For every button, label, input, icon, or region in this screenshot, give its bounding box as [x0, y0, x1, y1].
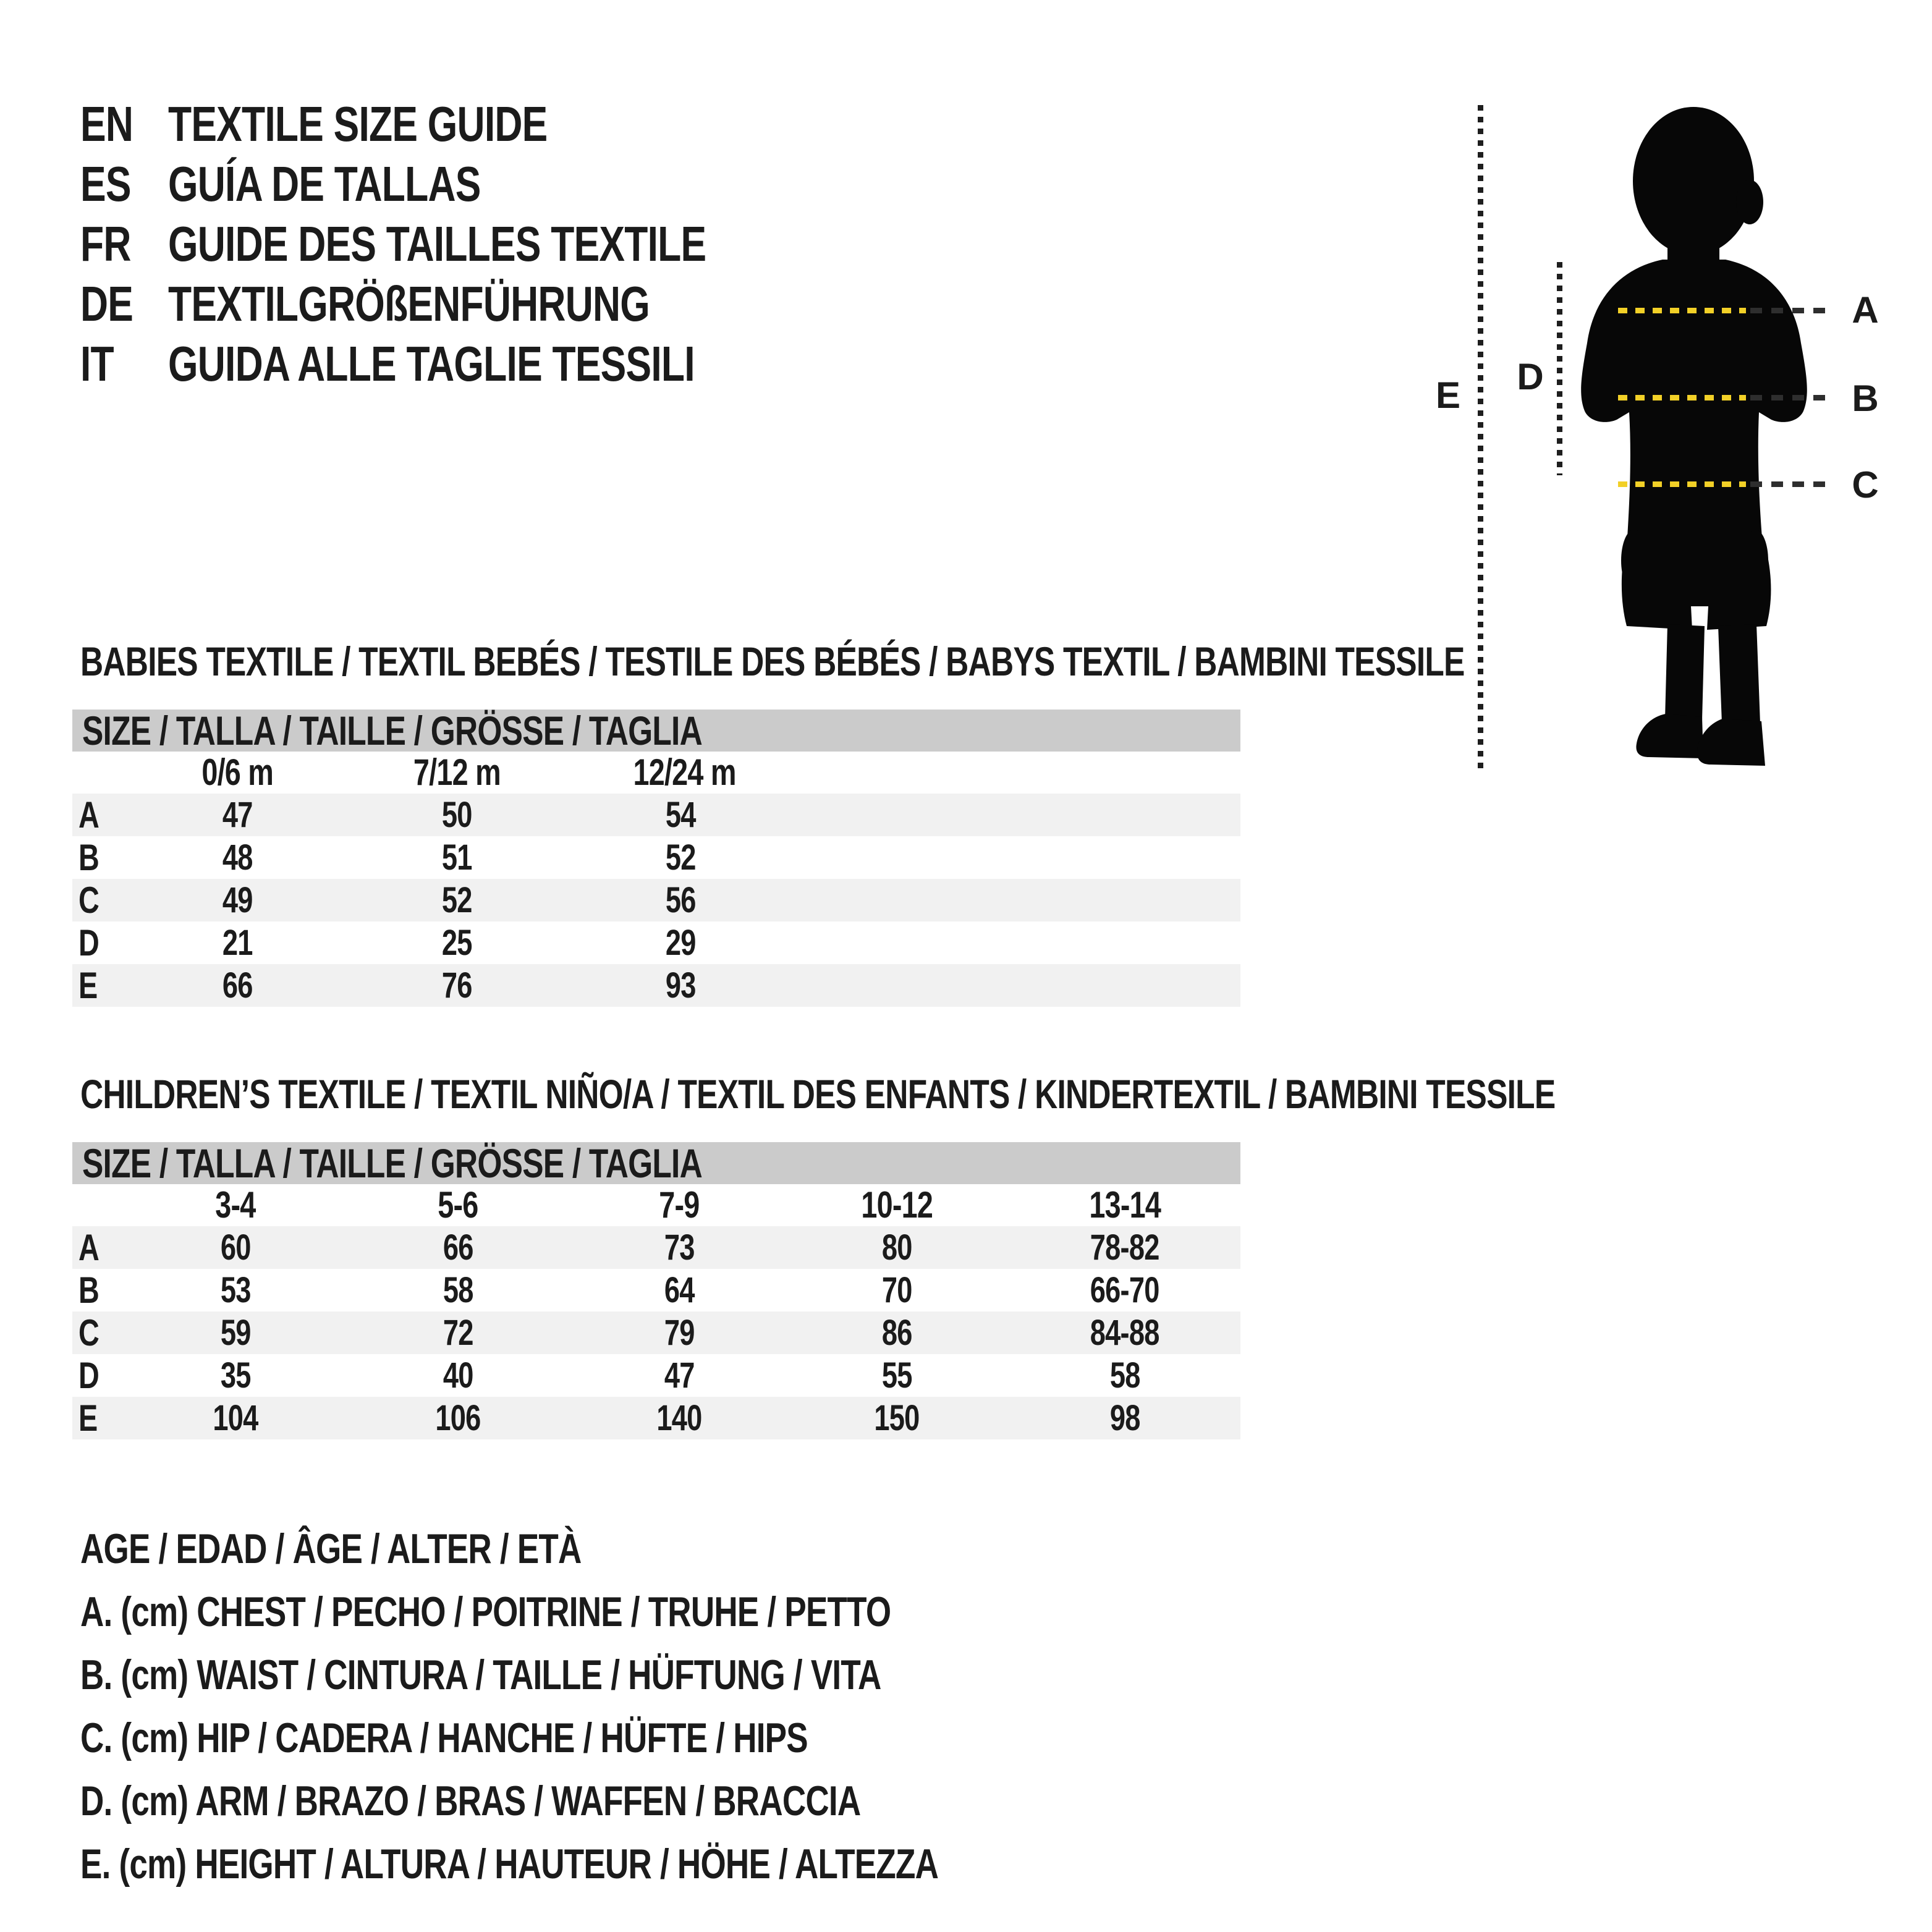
language-row-it: [80, 334, 858, 394]
table-cell: 50: [441, 795, 472, 835]
table-cell: 55: [881, 1355, 912, 1396]
table-cell: 80: [881, 1227, 912, 1268]
legend-text: A. (cm) CHEST / PECHO / POITRINE / TRUHE / PETTO: [80, 1588, 891, 1635]
babies-size-header-bar: [72, 710, 1240, 752]
column-header: 5-6: [438, 1184, 478, 1226]
hip-dash-connector: [1750, 481, 1829, 487]
children-table-row-D: [72, 1354, 1240, 1397]
language-row-en: [80, 94, 858, 154]
table-cell: 76: [441, 965, 472, 1006]
table-cell: 73: [664, 1227, 695, 1268]
column-header: 7-9: [659, 1184, 700, 1226]
table-cell: 58: [1109, 1355, 1140, 1396]
babies-column-header-row: [72, 752, 1240, 794]
arm-measure-line-D: [1557, 262, 1562, 475]
table-cell: 150: [874, 1398, 920, 1438]
row-label: E: [78, 965, 98, 1006]
language-code: ES: [80, 156, 131, 211]
table-cell: 47: [222, 795, 253, 835]
table-cell: 140: [656, 1398, 702, 1438]
row-label: D: [78, 922, 100, 964]
chest-dash-line-yellow: [1618, 308, 1746, 313]
table-cell: 78-82: [1090, 1227, 1159, 1268]
children-table-row-E: [72, 1397, 1240, 1439]
table-cell: 98: [1109, 1398, 1140, 1438]
table-cell: 72: [443, 1313, 473, 1353]
table-cell: 49: [222, 880, 253, 920]
table-cell: 52: [665, 837, 696, 878]
children-table-row-C: [72, 1311, 1240, 1354]
column-header: 3-4: [215, 1184, 256, 1226]
table-cell: 47: [664, 1355, 695, 1396]
waist-dash-connector: [1750, 395, 1829, 400]
table-cell: 21: [222, 923, 253, 963]
guide-title-de: TEXTILGRÖßENFÜHRUNG: [168, 276, 650, 331]
language-row-fr: [80, 214, 858, 274]
measure-label-C: C: [1852, 464, 1879, 506]
table-cell: 84-88: [1090, 1313, 1159, 1353]
guide-title-fr: GUIDE DES TAILLES TEXTILE: [168, 216, 706, 271]
legend-line-height: [80, 1832, 1180, 1896]
column-header: 10-12: [861, 1184, 933, 1226]
children-section-title-text: CHILDREN’S TEXTILE / TEXTIL NIÑO/A / TEXTIL DES ENFANTS / KINDERTEXTIL / BAMBINI TESSILE: [80, 1071, 1556, 1117]
row-label: A: [78, 1227, 100, 1268]
table-cell: 48: [222, 837, 253, 878]
row-label: B: [78, 1269, 100, 1311]
measure-label-E: E: [1435, 375, 1461, 416]
column-header: 13-14: [1089, 1184, 1161, 1226]
table-cell: 54: [665, 795, 696, 835]
table-cell: 66: [222, 965, 253, 1006]
table-cell: 35: [220, 1355, 251, 1396]
table-cell: 59: [220, 1313, 251, 1353]
table-cell: 52: [441, 880, 472, 920]
language-row-es: [80, 154, 858, 214]
babies-table-row-C: [72, 879, 1240, 922]
legend-line-waist: [80, 1643, 1180, 1706]
measure-label-A: A: [1852, 289, 1879, 331]
guide-title-it: GUIDA ALLE TAGLIE TESSILI: [168, 336, 695, 391]
measure-label-B: B: [1852, 378, 1879, 419]
column-header: 0/6 m: [201, 752, 273, 793]
legend-text: C. (cm) HIP / CADERA / HANCHE / HÜFTE / HIPS: [80, 1714, 808, 1761]
table-cell: 106: [435, 1398, 481, 1438]
babies-table-row-D: [72, 922, 1240, 964]
table-cell: 66-70: [1090, 1270, 1159, 1310]
babies-section-title-text: BABIES TEXTILE / TEXTIL BEBÉS / TESTILE DES BÉBÉS / BABYS TEXTIL / BAMBINI TESSILE: [80, 638, 1465, 684]
children-table-row-B: [72, 1269, 1240, 1311]
row-label: C: [78, 879, 100, 921]
table-cell: 25: [441, 923, 472, 963]
table-cell: 51: [441, 837, 472, 878]
legend-line-arm: [80, 1769, 1180, 1832]
legend-text: E. (cm) HEIGHT / ALTURA / HAUTEUR / HÖHE / ALTEZZA: [80, 1841, 939, 1888]
table-cell: 93: [665, 965, 696, 1006]
guide-title-en: TEXTILE SIZE GUIDE: [168, 96, 548, 151]
legend-text: D. (cm) ARM / BRAZO / BRAS / WAFFEN / BRACCIA: [80, 1777, 861, 1824]
table-cell: 60: [220, 1227, 251, 1268]
hip-dash-line-yellow: [1618, 481, 1746, 487]
table-cell: 29: [665, 923, 696, 963]
row-label: B: [78, 837, 100, 878]
table-cell: 58: [443, 1270, 473, 1310]
babies-table-row-A: [72, 794, 1240, 836]
column-header: 7/12 m: [413, 752, 501, 793]
row-label: A: [78, 794, 100, 836]
legend-line-chest: [80, 1580, 1180, 1643]
language-code: DE: [80, 276, 133, 331]
table-cell: 66: [443, 1227, 473, 1268]
table-cell: 70: [881, 1270, 912, 1310]
row-label: D: [78, 1355, 100, 1396]
children-size-header-bar: [72, 1142, 1240, 1184]
table-cell: 56: [665, 880, 696, 920]
language-code: IT: [80, 336, 114, 391]
table-cell: 64: [664, 1270, 695, 1310]
measure-label-D: D: [1517, 356, 1544, 397]
table-cell: 79: [664, 1313, 695, 1353]
language-code: FR: [80, 216, 131, 271]
babies-section-title: [80, 639, 1855, 684]
children-column-header-row: [72, 1184, 1240, 1226]
children-table-row-A: [72, 1226, 1240, 1269]
row-label: C: [78, 1312, 100, 1354]
babies-table-row-B: [72, 836, 1240, 879]
legend-line-age: [80, 1517, 1180, 1580]
table-cell: 40: [443, 1355, 473, 1396]
measurement-legend: [80, 1517, 1180, 1896]
chest-dash-connector: [1750, 308, 1829, 313]
babies-size-header-text: SIZE / TALLA / TAILLE / GRÖSSE / TAGLIA: [82, 708, 702, 753]
language-title-list: [80, 94, 858, 394]
children-section-title: [80, 1072, 1932, 1116]
children-size-header-text: SIZE / TALLA / TAILLE / GRÖSSE / TAGLIA: [82, 1140, 702, 1186]
babies-table-row-E: [72, 964, 1240, 1007]
row-label: E: [78, 1397, 98, 1439]
column-header: 12/24 m: [633, 752, 736, 793]
legend-text: AGE / EDAD / ÂGE / ALTER / ETÀ: [80, 1525, 582, 1572]
table-cell: 53: [220, 1270, 251, 1310]
guide-title-es: GUÍA DE TALLAS: [168, 156, 481, 211]
table-cell: 104: [213, 1398, 258, 1438]
language-code: EN: [80, 96, 133, 151]
language-row-de: [80, 274, 858, 334]
waist-dash-line-yellow: [1618, 395, 1746, 400]
table-cell: 86: [881, 1313, 912, 1353]
legend-text: B. (cm) WAIST / CINTURA / TAILLE / HÜFTUNG / VITA: [80, 1651, 881, 1698]
legend-line-hip: [80, 1706, 1180, 1769]
measurement-figure: [1421, 93, 1910, 791]
